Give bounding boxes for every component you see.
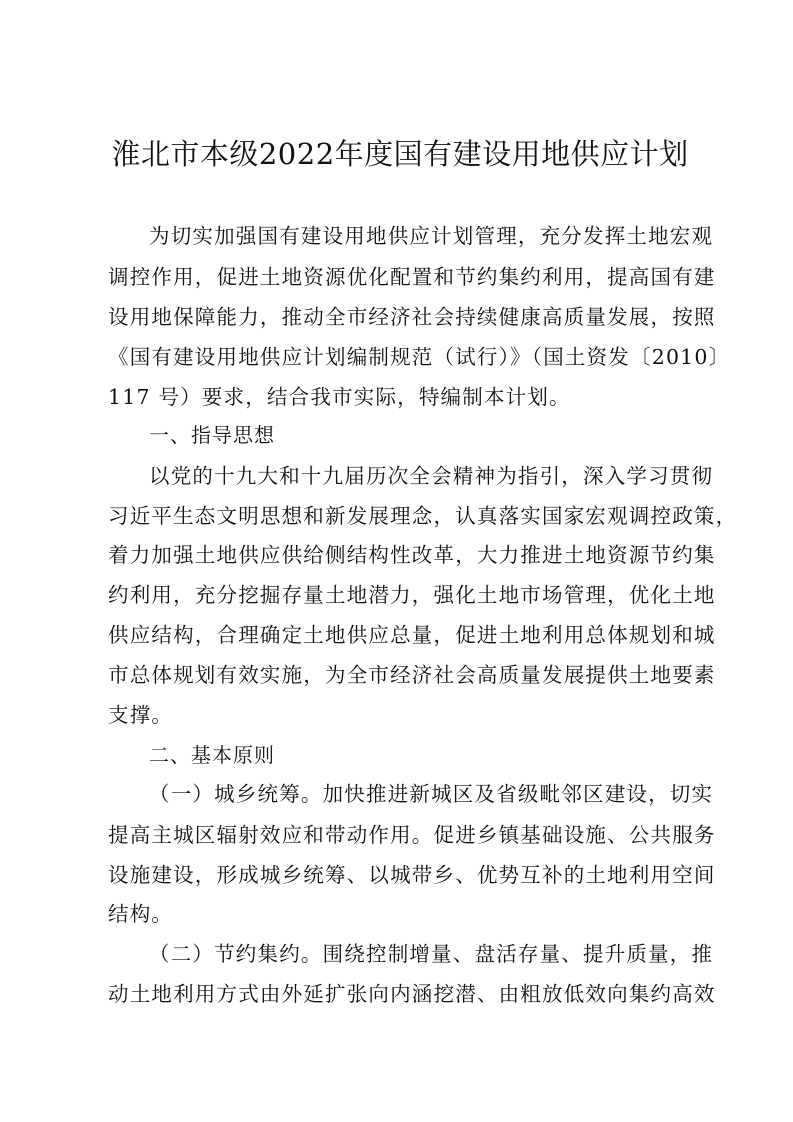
section-heading-guiding-ideology: 一、指导思想 xyxy=(149,423,275,447)
section1-line: 供应结构，合理确定土地供应总量，促进土地利用总体规划和城 xyxy=(108,623,716,647)
intro-line: 调控作用，促进土地资源优化配置和节约集约利用，提高国有建 xyxy=(108,265,716,289)
intro-line: 《国有建设用地供应计划编制规范（试行）》（国土资发〔2010〕 xyxy=(108,345,731,369)
intro-line: 117 号）要求，结合我市实际，特编制本计划。 xyxy=(108,385,571,409)
section1-line: 以党的十九大和十九届历次全会精神为指引，深入学习贯彻 xyxy=(149,464,714,488)
section1-line: 习近平生态文明思想和新发展理念，认真落实国家宏观调控政策， xyxy=(108,504,738,528)
section2-item1-line: 设施建设，形成城乡统筹、以城带乡、优势互补的土地利用空间 xyxy=(108,863,716,887)
section1-line: 约利用，充分挖掘存量土地潜力，强化土地市场管理，优化土地 xyxy=(108,583,716,607)
section2-item1-line: 提高主城区辐射效应和带动作用。促进乡镇基础设施、公共服务 xyxy=(108,823,716,847)
intro-line: 设用地保障能力，推动全市经济社会持续健康高质量发展，按照 xyxy=(108,305,716,329)
section2-item1-line: （一）城乡统筹。加快推进新城区及省级毗邻区建设，切实 xyxy=(149,782,714,806)
intro-line: 为切实加强国有建设用地供应计划管理，充分发挥土地宏观 xyxy=(149,224,714,248)
section1-line: 市总体规划有效实施，为全市经济社会高质量发展提供土地要素 xyxy=(108,663,716,687)
section2-item2-line: 动土地利用方式由外延扩张向内涵挖潜、由粗放低效向集约高效 xyxy=(108,982,716,1006)
section-heading-basic-principles: 二、基本原则 xyxy=(149,743,275,767)
document-title: 淮北市本级2022年度国有建设用地供应计划 xyxy=(111,137,689,171)
section2-item1-line: 结构。 xyxy=(108,902,174,926)
section1-line: 着力加强土地供应供给侧结构性改革，大力推进土地资源节约集 xyxy=(108,543,716,567)
section2-item2-line: （二）节约集约。围绕控制增量、盘活存量、提升质量，推 xyxy=(149,942,714,966)
section1-line: 支撑。 xyxy=(108,703,174,727)
